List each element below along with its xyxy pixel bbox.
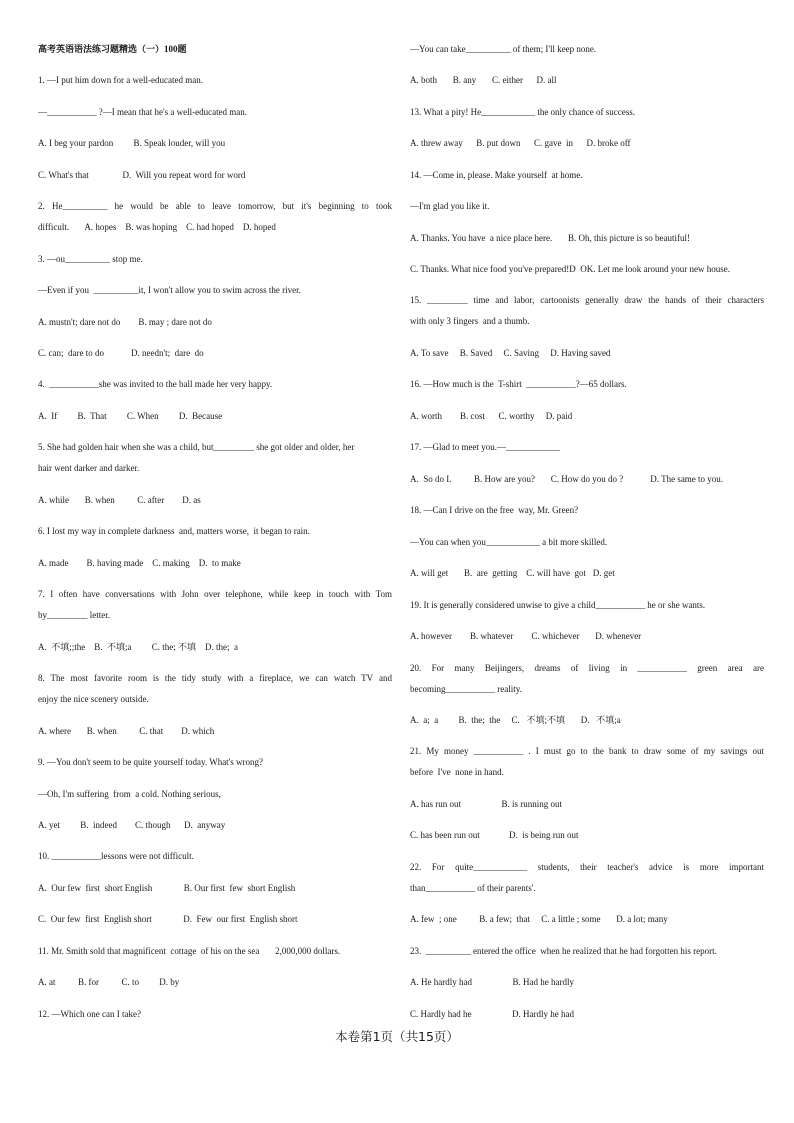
text-line: 16. —How much is the T-shirt ___________?—65 dollars.: [410, 379, 627, 389]
text-line: 18. —Can I drive on the free way, Mr. Green?: [410, 505, 579, 515]
text-line: 8. The most favorite room is the tidy study with a fireplace, we can watch TV and: [38, 673, 392, 683]
text-line: 14. —Come in, please. Make yourself at home.: [410, 170, 583, 180]
text-line: A. however B. whatever C. whichever D. whenever: [410, 631, 642, 641]
text-line: —___________ ?—I mean that he's a well-educated man.: [38, 107, 248, 117]
text-line: 19. It is generally considered unwise to give a child___________ he or she wants.: [410, 600, 706, 610]
text-line: 15. _________ time and labor, cartoonists generally draw the hands of their characters: [410, 295, 764, 305]
text-line: 11. Mr. Smith sold that magnificent cottage of his on the sea 2,000,000 dollars.: [38, 946, 341, 956]
text-line: —You can when you____________ a bit more skilled.: [410, 537, 608, 547]
text-line: with only 3 fingers and a thumb.: [410, 316, 530, 326]
text-line: 5. She had golden hair when she was a child, but_________ she got older and older, her: [38, 442, 355, 452]
text-line: C. What's that D. Will you repeat word for word: [38, 170, 246, 180]
text-line: C. Hardly had he D. Hardly he had: [410, 1009, 574, 1019]
text-line: A. Our few first short English B. Our first few short English: [38, 883, 296, 893]
text-line: A. yet B. indeed C. though D. anyway: [38, 820, 226, 830]
text-line: A. Thanks. You have a nice place here. B. Oh, this picture is so beautiful!: [410, 233, 691, 243]
text-line: A. If B. That C. When D. Because: [38, 411, 223, 421]
text-line: than___________ of their parents'.: [410, 883, 536, 893]
text-line: A. threw away B. put down C. gave in D. broke off: [410, 138, 631, 148]
text-line: A. will get B. are getting C. will have got D. get: [410, 568, 615, 578]
text-line: 9. —You don't seem to be quite yourself today. What's wrong?: [38, 757, 264, 767]
text-line: enjoy the nice scenery outside.: [38, 694, 149, 704]
page-title: 高考英语语法练习题精选（一）100题: [38, 44, 187, 54]
text-line: A. mustn't; dare not do B. may ; dare not do: [38, 317, 212, 327]
text-line: A. a; a B. the; the C. 不填;不填 D. 不填;a: [410, 715, 621, 725]
text-line: —Oh, I'm suffering from a cold. Nothing serious,: [38, 789, 221, 799]
text-line: 4. ___________she was invited to the ball made her very happy.: [38, 379, 273, 389]
page-footer: 本卷第1页（共15页）: [335, 1029, 459, 1044]
text-line: 17. —Glad to meet you.—____________: [410, 442, 560, 452]
text-line: C. Thanks. What nice food you've prepared!D OK. Let me look around your new house.: [410, 264, 730, 274]
text-line: C. Our few first English short D. Few our first English short: [38, 914, 298, 924]
text-line: A. at B. for C. to D. by: [38, 977, 180, 987]
text-line: —Even if you __________it, I won't allow you to swim across the river.: [38, 285, 301, 295]
text-line: before I've none in hand.: [410, 767, 504, 777]
text-line: C. can; dare to do D. needn't; dare do: [38, 348, 204, 358]
text-line: 20. For many Beijingers, dreams of living in ___________ green area are: [410, 663, 764, 673]
text-line: 10. ___________lessons were not difficult.: [38, 851, 194, 861]
text-line: 7. I often have conversations with John over telephone, while keep in touch with Tom: [38, 589, 392, 599]
text-line: —You can take__________ of them; I'll keep none.: [410, 44, 597, 54]
text-line: A. I beg your pardon B. Speak louder, will you: [38, 138, 226, 148]
text-line: A. has run out B. is running out: [410, 799, 562, 809]
text-line: 1. —I put him down for a well-educated man.: [38, 75, 203, 85]
text-line: 13. What a pity! He____________ the only chance of success.: [410, 107, 636, 117]
text-line: A. To save B. Saved C. Saving D. Having saved: [410, 348, 611, 358]
text-line: 12. —Which one can I take?: [38, 1009, 141, 1019]
text-line: 2. He__________ he would be able to leave tomorrow, but it's beginning to took: [38, 201, 392, 211]
text-line: hair went darker and darker.: [38, 463, 140, 473]
text-line: A. 不填;;the B. 不填;a C. the; 不填 D. the; a: [38, 642, 238, 652]
text-line: A. made B. having made C. making D. to make: [38, 558, 241, 568]
text-line: A. where B. when C. that D. which: [38, 726, 215, 736]
text-line: 6. I lost my way in complete darkness and, matters worse, it began to rain.: [38, 526, 310, 536]
text-line: by_________ letter.: [38, 610, 110, 620]
text-line: becoming___________ reality.: [410, 684, 522, 694]
text-line: A. few ; one B. a few; that C. a little ; some D. a lot; many: [410, 914, 668, 924]
text-line: —I'm glad you like it.: [410, 201, 490, 211]
text-line: A. worth B. cost C. worthy D. paid: [410, 411, 573, 421]
text-line: A. So do I. B. How are you? C. How do you do ? D. The same to you.: [410, 474, 724, 484]
text-line: 23. __________ entered the office when he realized that he had forgotten his report.: [410, 946, 717, 956]
text-line: C. has been run out D. is being run out: [410, 830, 579, 840]
text-line: A. while B. when C. after D. as: [38, 495, 201, 505]
text-line: difficult. A. hopes B. was hoping C. had hoped D. hoped: [38, 222, 276, 232]
text-line: 22. For quite____________ students, their teacher's advice is more important: [410, 862, 764, 872]
text-line: 3. —ou__________ stop me.: [38, 254, 143, 264]
text-line: A. He hardly had B. Had he hardly: [410, 977, 574, 987]
text-line: 21. My money ___________ . I must go to the bank to draw some of my savings out: [410, 746, 764, 756]
text-line: A. both B. any C. either D. all: [410, 75, 557, 85]
